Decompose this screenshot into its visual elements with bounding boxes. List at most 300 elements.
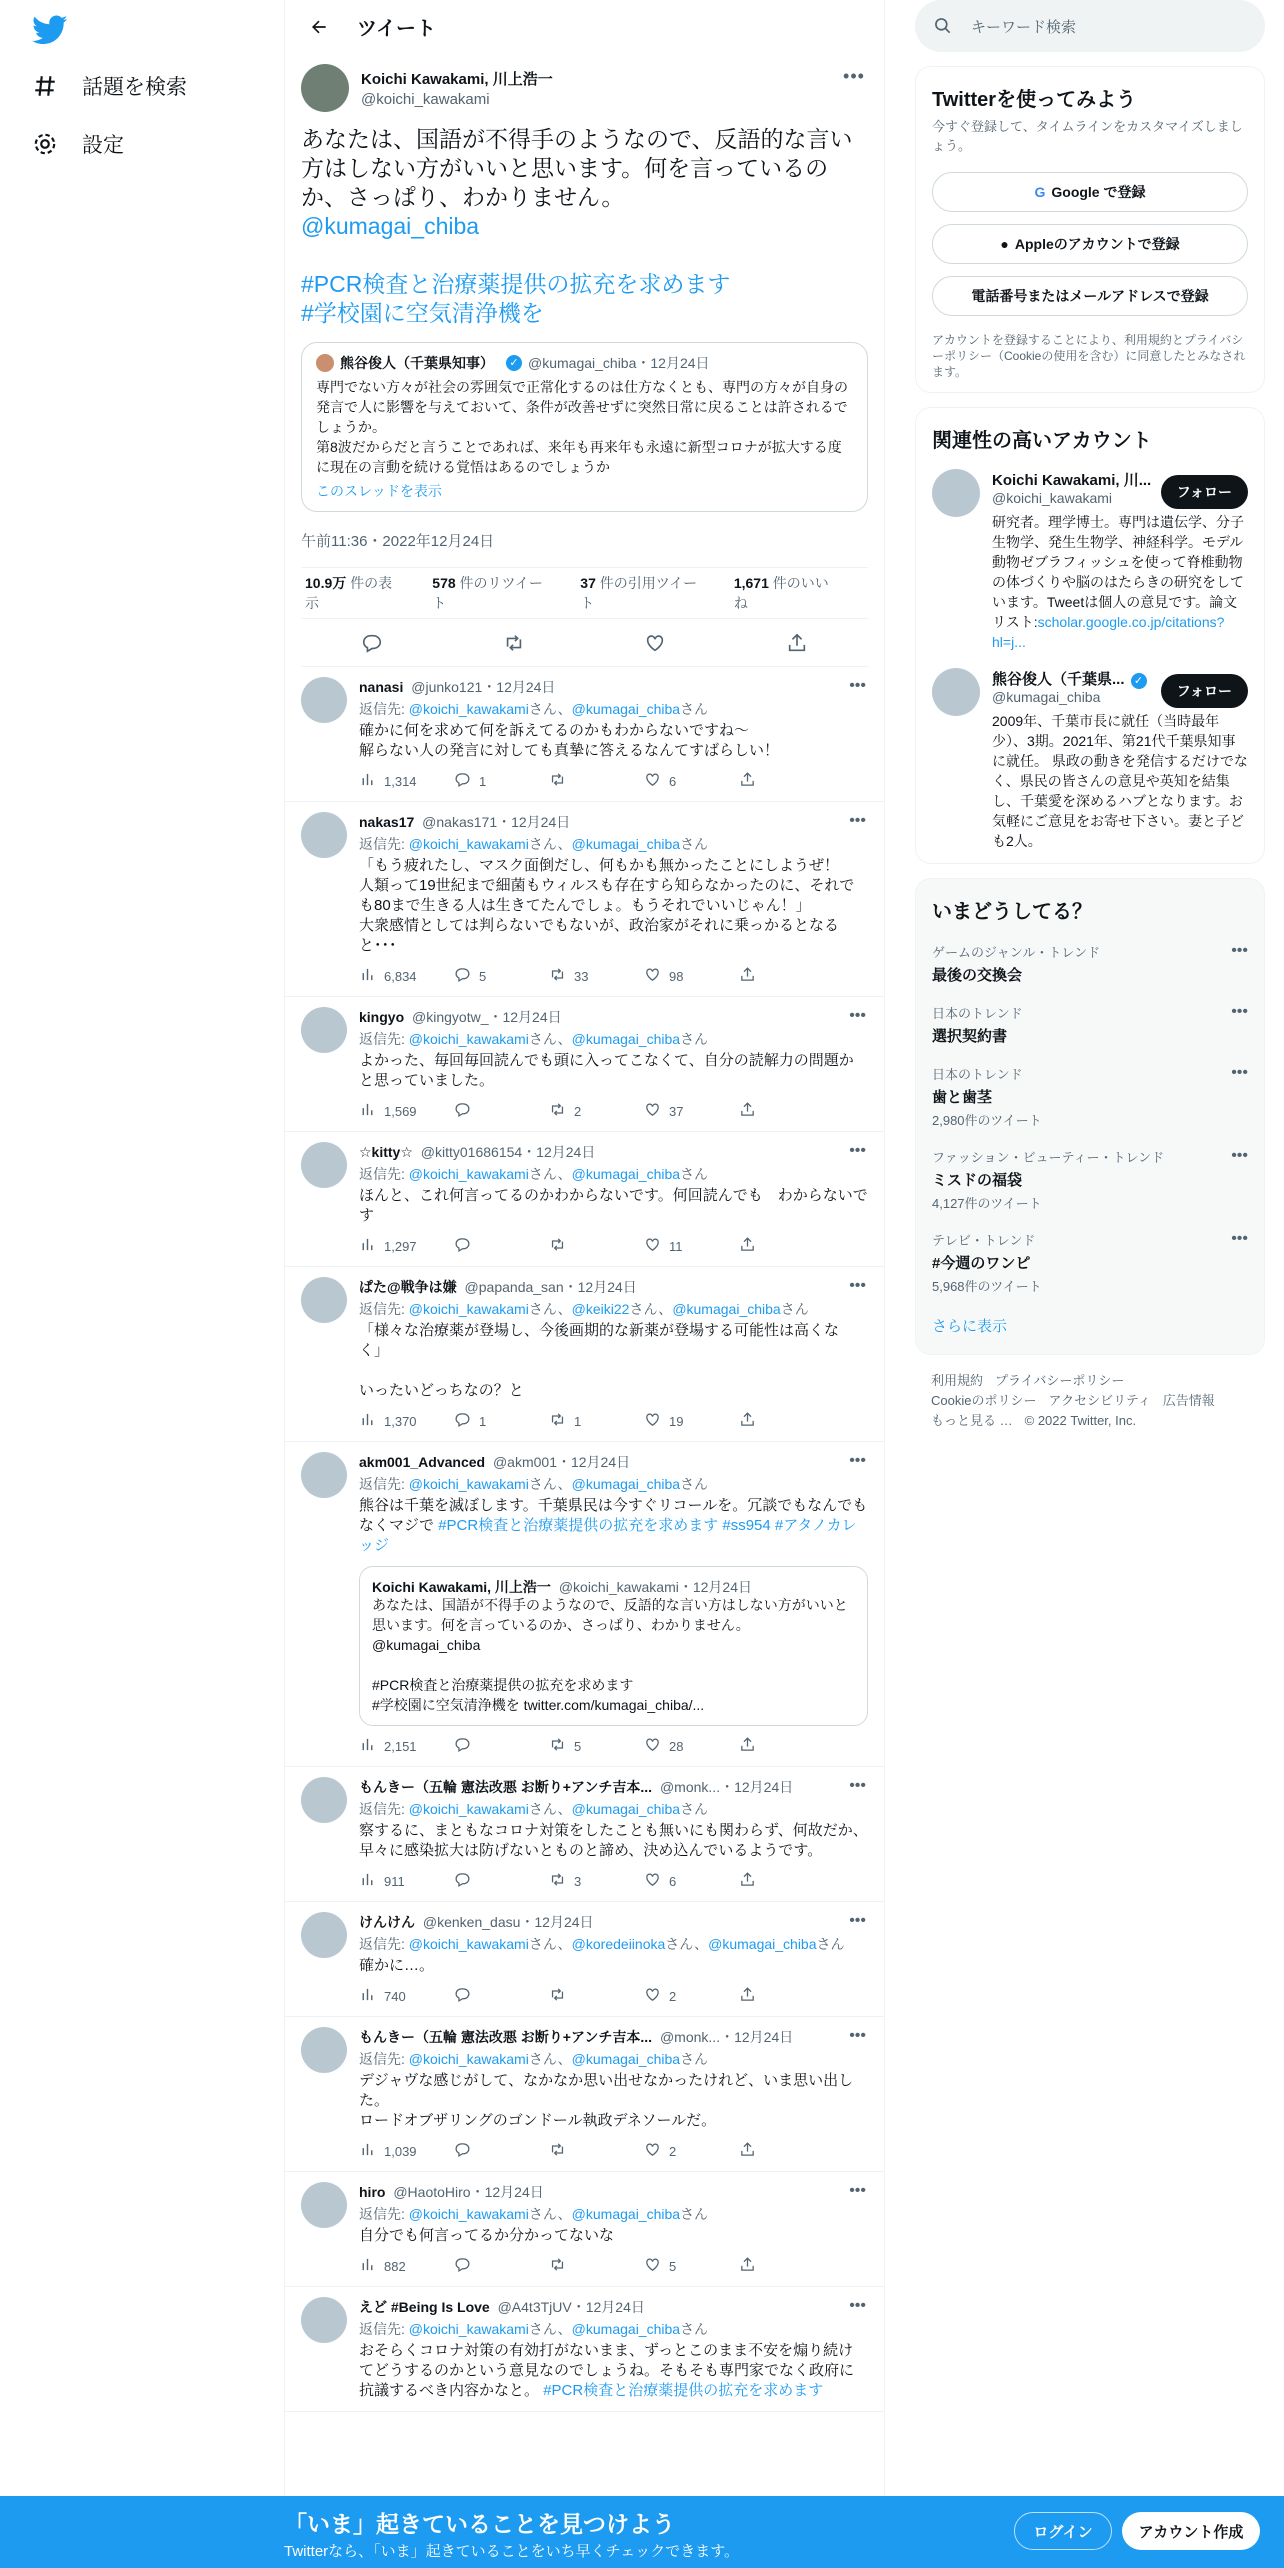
quote-handle: @koichi_kawakami・12月24日 — [558, 1579, 753, 1595]
reply-to: 返信先: @koichi_kawakamiさん、@kumagai_chibaさん — [359, 2321, 709, 2337]
trend-context: ファッション・ビューティー・トレンド — [932, 1150, 1165, 1165]
reply-header — [359, 1452, 868, 1470]
share-button[interactable] — [739, 966, 771, 986]
reply-tweet[interactable] — [285, 667, 884, 802]
signup-button[interactable]: アカウント作成 — [1122, 2512, 1260, 2550]
back-arrow-icon[interactable] — [301, 9, 337, 45]
like-count: 2 — [669, 1988, 677, 2004]
views-stat[interactable] — [359, 771, 454, 791]
reply-text-content: よかった、毎回毎回読んでも頭に入ってこなくて、自分の読解力の問題かと思っていました。 — [359, 1052, 854, 1089]
retweet-count: 5 — [574, 1738, 582, 1754]
share-button[interactable] — [739, 2256, 771, 2276]
reply-button[interactable] — [454, 1736, 549, 1756]
avatar[interactable] — [301, 1007, 347, 1053]
gear-icon — [30, 129, 60, 159]
reply-text — [359, 1321, 868, 1401]
trend-item[interactable] — [932, 1147, 1248, 1212]
share-button[interactable] — [739, 2141, 771, 2161]
phone-signup-button[interactable] — [932, 276, 1248, 316]
reply-tweet[interactable] — [285, 2287, 884, 2412]
avatar[interactable] — [301, 1277, 347, 1323]
views-count: 882 — [384, 2258, 406, 2274]
hashtag-icon — [30, 71, 60, 101]
footer-link[interactable]: アクセシビリティ — [1048, 1393, 1151, 1408]
reply-text-content: 察するに、まともなコロナ対策をしたことも無いにも関わらず、何故だか、早々に感染拡大は防げないとものと諦め、決め込んでいるようです。 — [359, 1822, 868, 1859]
more-icon[interactable]: ••• — [849, 2297, 866, 2314]
more-icon[interactable]: ••• — [849, 812, 866, 829]
reply-body — [359, 1777, 868, 1891]
reply-button[interactable] — [454, 1236, 549, 1256]
avatar[interactable] — [301, 64, 349, 112]
reply-text-content: 自分でも何言ってるか分かってないな — [359, 2227, 615, 2244]
more-icon[interactable]: ••• — [849, 1452, 866, 1469]
footer-link[interactable]: 広告情報 — [1162, 1393, 1215, 1408]
more-icon[interactable]: ••• — [1231, 1147, 1248, 1164]
share-icon — [739, 1871, 764, 1891]
footer-link[interactable]: Cookieのポリシー — [931, 1393, 1037, 1408]
like-count: 28 — [669, 1738, 684, 1754]
reply-handle[interactable]: @akm001・12月24日 — [492, 1454, 631, 1470]
reply-header — [359, 812, 868, 830]
likes-stat[interactable] — [734, 573, 848, 613]
retweet-button[interactable] — [549, 1736, 644, 1756]
like-button[interactable] — [644, 1986, 739, 2006]
reply-actions — [359, 1986, 868, 2006]
reply-icon — [454, 1736, 479, 1756]
like-count: 5 — [669, 2258, 677, 2274]
avatar[interactable] — [301, 2027, 347, 2073]
login-banner — [0, 2496, 1284, 2568]
avatar[interactable] — [301, 1912, 347, 1958]
search-input[interactable] — [915, 0, 1265, 52]
more-icon[interactable]: ••• — [1231, 1064, 1248, 1081]
hashtag-link[interactable]: #学校園に空気清浄機を — [301, 300, 544, 326]
more-icon[interactable]: ••• — [849, 677, 866, 694]
like-button[interactable] — [644, 2256, 739, 2276]
heart-icon — [644, 771, 669, 791]
reply-tweet[interactable] — [285, 802, 884, 997]
reply-icon — [454, 1871, 479, 1891]
hashtag-link[interactable]: #PCR検査と治療薬提供の拡充を求めます — [301, 271, 731, 297]
reply-handle[interactable]: @A4t3TjUV・12月24日 — [497, 2299, 645, 2315]
reply-text-content: ほんと、これ何言ってるのかわからないです。何回読んでも わからないです — [359, 1187, 868, 1224]
reply-tweet[interactable] — [285, 1132, 884, 1267]
views-stat[interactable] — [359, 966, 454, 986]
reply-handle[interactable]: @HaotoHiro・12月24日 — [393, 2184, 544, 2200]
avatar[interactable] — [301, 2182, 347, 2228]
retweet-button[interactable] — [549, 2141, 644, 2161]
reply-text-content: 「もう疲れたし、マスク面倒だし、何もかも無かったことにしようぜ！ 人類って19世紀まで細菌もウィルスも存在すら知らなかったのに、それでも80まで生きる人は生きてたんでしょ。もうそれでいいじゃん！」 大衆感情としては判らないでもないが、政治家がそれに乗っかるとなると･･･ — [359, 857, 855, 954]
avatar — [316, 354, 334, 372]
reply-tweet[interactable] — [285, 1267, 884, 1442]
reply-body — [359, 1912, 868, 2006]
reply-text — [359, 1956, 868, 1976]
quote-author-name: Koichi Kawakami, 川上浩一 — [372, 1579, 551, 1595]
reply-button[interactable] — [454, 1986, 549, 2006]
retweet-icon — [549, 1736, 574, 1756]
show-thread-link[interactable]: このスレッドを表示 — [316, 483, 442, 499]
nav-settings[interactable] — [30, 118, 124, 170]
views-icon — [359, 1101, 384, 1121]
twitter-logo-icon[interactable] — [32, 12, 68, 48]
tweet-timestamp[interactable]: 午前11:36・2022年12月24日 — [301, 533, 495, 550]
related-account[interactable] — [932, 469, 1248, 652]
reply-button[interactable] — [454, 1101, 549, 1121]
bio-link[interactable]: scholar.google.co.jp/citations?hl=j... — [992, 614, 1225, 650]
trend-count: 4,127件のツイート — [932, 1196, 1042, 1211]
reply-button[interactable] — [454, 771, 549, 791]
reply-text — [359, 1821, 868, 1861]
views-icon — [359, 1986, 384, 2006]
retweets-count: 578 — [432, 575, 456, 591]
reply-actions — [359, 2141, 868, 2161]
show-more-link[interactable]: さらに表示 — [932, 1318, 1008, 1335]
reply-text-content: おそらくコロナ対策の有効打がないまま、ずっとこのまま不安を煽り続けてどうするのかという意見なのでしょうね。そもそも専門家でなく政府に抗議するべき内容かなと。 — [359, 2342, 855, 2399]
more-icon[interactable]: ••• — [1231, 942, 1248, 959]
trend-count: 2,980件のツイート — [932, 1113, 1042, 1128]
reply-button[interactable] — [454, 2256, 549, 2276]
views-stat[interactable] — [359, 1411, 454, 1431]
footer-link[interactable]: もっと見る … — [931, 1413, 1013, 1428]
search-placeholder: キーワード検索 — [971, 18, 1077, 36]
reply-button[interactable] — [454, 966, 549, 986]
reply-icon — [454, 966, 479, 986]
tweet-text — [301, 125, 868, 328]
retweet-button[interactable] — [549, 966, 644, 986]
author-name[interactable]: Koichi Kawakami, 川上浩一 — [361, 71, 553, 88]
reply-actions — [359, 2256, 868, 2276]
google-icon: G — [1034, 184, 1046, 200]
reply-body — [359, 812, 868, 986]
like-button[interactable] — [644, 1736, 739, 1756]
views-stat[interactable] — [359, 1236, 454, 1256]
account-handle: @koichi_kawakami — [992, 490, 1113, 506]
retweets-label: 件のリツイート — [432, 575, 543, 611]
reply-icon — [454, 1236, 479, 1256]
nav-settings-label: 設定 — [82, 134, 124, 157]
reply-button[interactable] — [454, 1871, 549, 1891]
views-stat[interactable] — [359, 1986, 454, 2006]
reply-to: 返信先: @koichi_kawakamiさん、@kumagai_chibaさん — [359, 836, 709, 852]
quote-handle: @kumagai_chiba — [528, 355, 637, 371]
quotes-label: 件の引用ツイート — [580, 575, 698, 611]
views-stat[interactable] — [359, 1871, 454, 1891]
reply-button[interactable] — [454, 1411, 549, 1431]
like-button[interactable] — [644, 1101, 739, 1121]
heart-icon — [644, 1101, 669, 1121]
account-name[interactable]: Koichi Kawakami, 川... — [992, 472, 1152, 489]
more-icon[interactable]: ••• — [843, 66, 865, 86]
more-icon[interactable]: ••• — [849, 2182, 866, 2199]
reply-count: 1 — [479, 773, 487, 789]
reply-handle[interactable]: @monk...・12月24日 — [659, 1779, 794, 1795]
trend-item[interactable] — [932, 1230, 1248, 1295]
reply-tweet[interactable] — [285, 997, 884, 1132]
views-count: 6,834 — [384, 968, 417, 984]
trend-title: ミスドの福袋 — [932, 1172, 1023, 1189]
views-icon — [359, 771, 384, 791]
views-icon — [359, 966, 384, 986]
more-icon[interactable]: ••• — [849, 2027, 866, 2044]
follow-button[interactable]: フォロー — [1161, 475, 1248, 509]
more-icon[interactable]: ••• — [849, 1142, 866, 1159]
like-button[interactable] — [644, 1236, 739, 1256]
avatar[interactable] — [301, 812, 347, 858]
views-icon — [359, 1236, 384, 1256]
account-bio — [992, 512, 1248, 652]
reply-handle[interactable]: @kitty01686154・12月24日 — [420, 1144, 596, 1160]
share-button[interactable] — [739, 771, 771, 791]
apple-signup-button[interactable] — [932, 224, 1248, 264]
share-button[interactable] — [739, 1411, 771, 1431]
reply-to: 返信先: @koichi_kawakamiさん、@kumagai_chibaさん — [359, 1476, 709, 1492]
views-label: 件の表示 — [305, 575, 393, 611]
mention-link[interactable]: @kumagai_chiba — [301, 213, 480, 239]
reply-text-content: 確かに何を求めて何を訴えてるのかもわからないですね～ 解らない人の発言に対しても真摯に答えるなんてすばらしい！ — [359, 722, 780, 759]
more-icon[interactable]: ••• — [1231, 1003, 1248, 1020]
trend-context: テレビ・トレンド — [932, 1233, 1036, 1248]
search-icon — [933, 16, 953, 36]
reply-body — [359, 2297, 868, 2401]
reply-actions — [359, 1236, 868, 1256]
reply-tweet[interactable] — [285, 1442, 884, 1767]
reply-author-name[interactable]: akm001_Advanced — [359, 1454, 486, 1470]
verified-badge-icon: ✓ — [506, 355, 522, 371]
share-button[interactable] — [739, 1101, 771, 1121]
reply-author-name[interactable]: ☆kitty☆ — [359, 1144, 413, 1160]
like-button[interactable] — [644, 2141, 739, 2161]
nav-explore-label: 話題を検索 — [82, 76, 187, 99]
like-count: 6 — [669, 1873, 677, 1889]
heart-icon — [644, 1236, 669, 1256]
reply-body — [359, 1452, 868, 1756]
like-count: 2 — [669, 2143, 677, 2159]
heart-icon — [644, 966, 669, 986]
reply-author-name[interactable]: ぱた@戦争は嫌 — [359, 1279, 457, 1295]
reply-text — [359, 856, 868, 956]
share-button[interactable] — [739, 1736, 771, 1756]
views-count: 911 — [384, 1873, 405, 1889]
reply-body — [359, 2182, 868, 2276]
reply-tweet[interactable] — [285, 2017, 884, 2172]
views-icon — [359, 1736, 384, 1756]
reply-author-name[interactable]: もんきー（五輪 憲法改悪 お断り+アンチ吉本... — [359, 2029, 653, 2045]
retweet-button[interactable] — [549, 1871, 644, 1891]
separator: ・ — [636, 355, 651, 371]
google-signup-button[interactable] — [932, 172, 1248, 212]
quoted-tweet[interactable] — [301, 342, 868, 512]
more-icon[interactable]: ••• — [849, 1277, 866, 1294]
reply-handle[interactable]: @papanda_san・12月24日 — [464, 1279, 637, 1295]
trend-item[interactable] — [932, 1003, 1248, 1046]
views-icon — [359, 2256, 384, 2276]
retweet-button[interactable] — [549, 2256, 644, 2276]
trend-context: 日本のトレンド — [932, 1006, 1023, 1021]
views-stat[interactable] — [359, 2141, 454, 2161]
views-stat[interactable] — [359, 1736, 454, 1756]
more-icon[interactable]: ••• — [849, 1007, 866, 1024]
reply-author-name[interactable]: もんきー（五輪 憲法改悪 お断り+アンチ吉本... — [359, 1779, 653, 1795]
reply-icon — [454, 771, 479, 791]
trends-list — [932, 942, 1248, 1295]
reply-handle[interactable]: @junko121・12月24日 — [411, 679, 556, 695]
share-icon — [739, 1736, 764, 1756]
account-name-text: 熊谷俊人（千葉県... — [992, 671, 1125, 688]
retweet-button[interactable] — [549, 1101, 644, 1121]
nav-explore[interactable] — [30, 60, 187, 112]
share-button[interactable] — [739, 1236, 771, 1256]
reply-tweet[interactable] — [285, 2172, 884, 2287]
retweet-icon — [549, 1101, 574, 1121]
retweet-icon — [549, 771, 574, 791]
share-icon — [739, 1986, 764, 2006]
share-button[interactable] — [739, 1986, 771, 2006]
like-count: 19 — [669, 1413, 684, 1429]
retweet-button[interactable] — [549, 1411, 644, 1431]
reply-author-name[interactable]: nakas17 — [359, 814, 415, 830]
views-count: 740 — [384, 1988, 406, 2004]
views-stat[interactable] — [359, 1101, 454, 1121]
reply-text — [359, 2341, 868, 2401]
reply-icon — [454, 2256, 479, 2276]
views-count: 10.9万 — [305, 575, 347, 591]
reply-author-name[interactable]: hiro — [359, 2184, 386, 2200]
account-bio-text: 研究者。理学博士。専門は遺伝学、分子生物学、発生生物学、神経科学。モデル動物ゼブラフィッシュを使って脊椎動物の体づくりや脳のはたらきの研究をしています。Tweetは個人の意見です。論文リスト: — [992, 514, 1244, 630]
reply-tweet[interactable] — [285, 1767, 884, 1902]
more-icon[interactable]: ••• — [849, 1912, 866, 1929]
reply-tweet[interactable] — [285, 1902, 884, 2017]
trend-item[interactable] — [932, 942, 1248, 985]
retweet-icon[interactable] — [496, 625, 532, 661]
share-button[interactable] — [739, 1871, 771, 1891]
avatar[interactable] — [301, 1142, 347, 1188]
footer-link[interactable]: プライバシーポリシー — [995, 1373, 1125, 1388]
views-icon — [359, 2141, 384, 2161]
apple-signup-label: Appleのアカウントで登録 — [1014, 236, 1180, 252]
reply-header — [359, 1007, 868, 1025]
copyright: © 2022 Twitter, Inc. — [1024, 1413, 1137, 1428]
avatar[interactable] — [932, 469, 980, 517]
reply-to: 返信先: @koichi_kawakamiさん、@kumagai_chibaさん — [359, 2206, 709, 2222]
reply-handle[interactable]: @kingyotw_・12月24日 — [412, 1009, 562, 1025]
trend-title: 選択契約書 — [932, 1028, 1008, 1045]
reply-handle[interactable]: @monk...・12月24日 — [659, 2029, 794, 2045]
heart-icon[interactable] — [637, 625, 673, 661]
related-accounts — [915, 407, 1265, 864]
reply-handle[interactable]: @nakas171・12月24日 — [422, 814, 571, 830]
related-account[interactable] — [932, 668, 1248, 851]
reply-count: 1 — [479, 1413, 487, 1429]
reply-author-name[interactable]: けんけん — [359, 1914, 415, 1930]
reply-header — [359, 1777, 868, 1795]
reply-text — [359, 2226, 868, 2246]
reply-author-name[interactable]: nanasi — [359, 679, 404, 695]
retweet-button[interactable] — [549, 771, 644, 791]
reply-text-content: 熊谷は千葉を滅ぼします。千葉県民は今すぐリコールを。冗談でもなんでもなくマジで — [359, 1497, 868, 1534]
retweet-count: 33 — [574, 968, 589, 984]
retweet-button[interactable] — [549, 1986, 644, 2006]
like-button[interactable] — [644, 771, 739, 791]
hashtag-link[interactable]: #PCR検査と治療薬提供の拡充を求めます — [543, 2382, 824, 2399]
more-icon[interactable]: ••• — [849, 1777, 866, 1794]
quoted-tweet[interactable] — [359, 1566, 868, 1726]
like-count: 98 — [669, 968, 684, 984]
views-stat[interactable] — [359, 2256, 454, 2276]
views-count: 1,370 — [384, 1413, 417, 1429]
views-count: 1,569 — [384, 1103, 417, 1119]
avatar[interactable] — [301, 1452, 347, 1498]
like-button[interactable] — [644, 966, 739, 986]
reply-author-name[interactable]: kingyo — [359, 1009, 405, 1025]
heart-icon — [644, 1871, 669, 1891]
quotes-stat[interactable] — [580, 573, 714, 613]
reply-text — [359, 1051, 868, 1091]
like-button[interactable] — [644, 1411, 739, 1431]
heart-icon — [644, 2256, 669, 2276]
reply-to: 返信先: @koichi_kawakamiさん、@kumagai_chibaさん — [359, 2051, 709, 2067]
reply-to: 返信先: @koichi_kawakamiさん、@koredeiinokaさん、@kumagai_chibaさん — [359, 1936, 845, 1952]
footer-link[interactable]: 利用規約 — [931, 1373, 984, 1388]
like-button[interactable] — [644, 1871, 739, 1891]
signup-terms: アカウントを登録することにより、利用規約とプライバシーポリシー（Cookieの使用を含む）に同意したとみなされます。 — [932, 333, 1246, 379]
reply-handle[interactable]: @kenken_dasu・12月24日 — [422, 1914, 594, 1930]
views-count: 1,039 — [384, 2143, 417, 2159]
main-column — [284, 0, 885, 2568]
hashtag-link[interactable]: #PCR検査と治療薬提供の拡充を求めます #ss954 #アタノカレッジ — [359, 1517, 857, 1554]
views-count: 1,314 — [384, 773, 417, 789]
heart-icon — [644, 2141, 669, 2161]
trend-item[interactable] — [932, 1064, 1248, 1129]
retweet-icon — [549, 1871, 574, 1891]
reply-icon — [454, 1101, 479, 1121]
trend-context: ゲームのジャンル・トレンド — [932, 945, 1101, 960]
phone-signup-label: 電話番号またはメールアドレスで登録 — [971, 288, 1209, 304]
reply-to: 返信先: @koichi_kawakamiさん、@kumagai_chibaさん — [359, 1801, 709, 1817]
trend-title: #今週のワンピ — [932, 1255, 1031, 1272]
avatar[interactable] — [301, 1777, 347, 1823]
reply-to: 返信先: @koichi_kawakamiさん、@kumagai_chibaさん — [359, 701, 709, 717]
signup-sub: 今すぐ登録して、タイムラインをカスタマイズしましょう。 — [932, 119, 1243, 153]
reply-button[interactable] — [454, 2141, 549, 2161]
avatar[interactable] — [301, 677, 347, 723]
avatar[interactable] — [932, 668, 980, 716]
views-icon — [359, 1411, 384, 1431]
login-button[interactable]: ログイン — [1014, 2512, 1112, 2550]
reply-header — [359, 1912, 868, 1930]
trends-title: いまどうしてる？ — [932, 901, 1092, 923]
avatar[interactable] — [301, 2297, 347, 2343]
follow-button[interactable]: フォロー — [1161, 674, 1248, 708]
heart-icon — [644, 1986, 669, 2006]
trend-count: 5,968件のツイート — [932, 1279, 1042, 1294]
reply-text-content: デジャヴな感じがして、なかなか思い出せなかったけれど、いま思い出した。 ロードオブザリングのゴンドール執政デネソールだ。 — [359, 2072, 854, 2129]
retweet-button[interactable] — [549, 1236, 644, 1256]
reply-author-name[interactable]: えど #Being Is Love — [359, 2299, 490, 2315]
retweet-icon — [549, 1236, 574, 1256]
retweets-stat[interactable] — [432, 573, 560, 613]
banner-title: 「いま」起きていることを見つけよう — [284, 2511, 675, 2537]
share-icon — [739, 1236, 764, 1256]
author-handle[interactable]: @koichi_kawakami — [361, 91, 490, 108]
more-icon[interactable]: ••• — [1231, 1230, 1248, 1247]
reply-icon — [454, 1411, 479, 1431]
share-icon[interactable] — [779, 625, 815, 661]
reply-actions — [359, 771, 868, 791]
views-count: 1,297 — [384, 1238, 417, 1254]
reply-icon[interactable] — [354, 625, 390, 661]
like-count: 11 — [669, 1238, 683, 1254]
reply-text — [359, 721, 868, 761]
